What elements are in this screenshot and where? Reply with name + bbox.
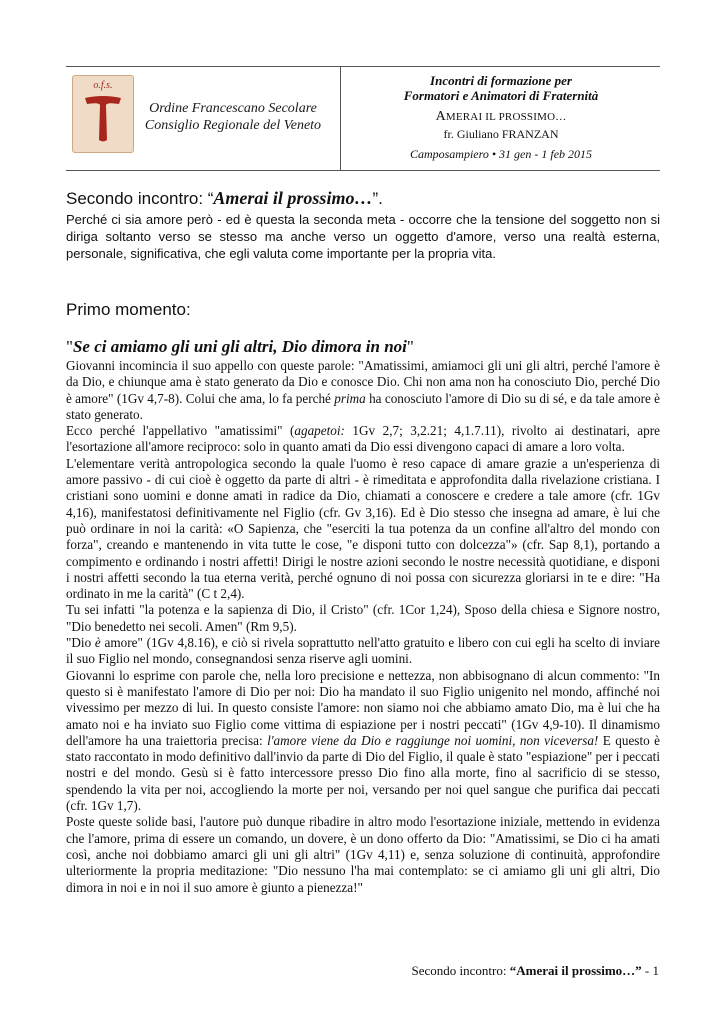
- text-run: "Dio: [66, 635, 95, 651]
- place-date: Camposampiero • 31 gen - 1 feb 2015: [409, 147, 593, 161]
- body-text: [66, 358, 660, 896]
- section-title-text: Amerai il prossimo…: [213, 188, 373, 208]
- tau-cross-icon: [83, 92, 123, 144]
- header-divider: [340, 67, 341, 170]
- speaker-name: fr. Giuliano FRANZAN: [443, 127, 559, 141]
- text-run: ha conosciuto l'amore di Dio su di sé, e da tale amore è stato generato.: [66, 390, 661, 422]
- text-run: 1Gv 2,7; 3,2.21; 4,1.7.11), rivolto ai destinatari, apre l'esortazione all'amore reciproco: solo in quanto amati da Dio essi divengono capaci di amare a loro volta.: [66, 423, 660, 455]
- text-run: Giovanni lo esprime con parole che, nella loro precisione e nettezza, non abbisognano di alcun commento: "In questo si è manifestato l'amore di Dio per noi: Dio ha mandato il suo Figlio unigenito nel mondo, affinché noi vivessimo per mezzo di lui. In questo consiste l'amore: non siamo noi che abbiamo amato Dio, ma è lui che ha amato noi e ha inviato suo Figlio come vittima di espiazione per i nostri peccati" (1Gv 4,9-10). Il dinamismo dell'amore ha una traiettoria precisa:: [66, 667, 660, 748]
- event-line-1: Incontri di formazione per: [430, 73, 572, 88]
- footer-title: “Amerai il prossimo…”: [509, 963, 642, 978]
- subtitle-text: Se ci amiamo gli uni gli altri, Dio dimora in noi: [72, 337, 407, 356]
- section-prefix: Secondo incontro: “: [66, 189, 214, 208]
- theme-rest: MERAI IL PROSSIMO…: [445, 111, 567, 123]
- event-theme: [342, 108, 660, 125]
- page-number: - 1: [641, 963, 659, 978]
- section-suffix: ”.: [372, 189, 383, 208]
- event-title: [342, 73, 660, 103]
- primo-momento-heading: Primo momento:: [66, 300, 191, 319]
- document-header: [66, 66, 660, 171]
- text-run: Ecco perché l'appellativo "amatissimi" (: [66, 423, 295, 439]
- event-info: [342, 67, 660, 170]
- page-footer: [412, 963, 659, 979]
- org-line-1: Ordine Francescano Secolare: [149, 101, 317, 116]
- ofs-logo: [72, 75, 134, 153]
- italic-run: è: [94, 635, 101, 651]
- subtitle-quote-open: ": [66, 337, 73, 356]
- paragraph: [66, 423, 660, 456]
- paragraph: Tu sei infatti "la potenza e la sapienza di Dio, il Cristo" (cfr. 1Cor 1,24), Sposo della chiesa e Signore nostro, "Dio benedetto nei secoli. Amen" (Rm 9,5).: [66, 602, 660, 634]
- paragraph: L'elementare verità antropologica secondo la quale l'uomo è reso capace di amare grazie a un'esperienza di amore passivo - di cui cioè è oggetto da parte di altri - è rimeditata e approfondita dalla rivelazione cristiana. I cristiani sono uomini e donne amati in radice da Dio, chiamati a conoscere e credere a tale amore (cfr. 1Gv 4,16), manifestatosi definitivamente nel Figlio (cfr. Gv 3,16). Ed è Dio stesso che insegna ad amare, è lui che può ordinare in noi la carità: «O Sapienza, che "eserciti la tua potenza da un confine all'altro del mondo con forza", creando e mantenendo in vita tutte le cose, "e disponi tutto con dolcezza"» (cfr. Sap 8,1), portando a compimento e ordinando i nostri affetti! Dirigi le nostre azioni secondo le nostre necessità quotidiane, e disponi i nostri affetti secondo la tua eterna verità, perché ognuno di noi possa con sicurezza gloriarsi in te e dire: "Ha ordinato in me la carità" (C t 2,4).: [66, 455, 660, 602]
- organization-name: [126, 100, 340, 134]
- italic-run: agapetoi:: [294, 423, 345, 439]
- theme-cap: A: [435, 109, 446, 124]
- footer-prefix: Secondo incontro:: [411, 963, 510, 978]
- paragraph: [66, 635, 660, 668]
- event-line-2: Formatori e Animatori di Fraternità: [403, 88, 599, 103]
- text-run: Giovanni incomincia il suo appello con queste parole: "Amatissimi, amiamoci gli uni gli altri, perché l'amore è da Dio, e chiunque ama è stato generato da Dio e conosce Dio. Chi non ama non ha conosciuto Dio, perché Dio è amore" (1Gv 4,7-8). Colui che ama, lo fa perché: [66, 358, 660, 406]
- section-title: [66, 188, 383, 209]
- logo-text: o.f.s.: [93, 80, 113, 91]
- subtitle-quote-close: ": [406, 337, 414, 356]
- subsection-title: [66, 337, 414, 357]
- text-run: E questo è stato raccontato in modo definitivo dall'invio da parte di Dio del Figlio, il quale è stato "espiazione" per i peccati nostri e del mondo. Gesù si è fatto intercessore presso Dio fino alla morte, fino al sacrificio di se stesso, spendendo la vita per noi, accogliendo la morte per noi, versando per noi quel sangue che purifica dai peccati (cfr. 1Gv 1,7).: [66, 732, 660, 814]
- paragraph: [66, 358, 660, 423]
- italic-run: l'amore viene da Dio e raggiunge noi uomini, non viceversa!: [267, 732, 599, 748]
- italic-run: prima: [334, 390, 366, 406]
- paragraph: Poste queste solide basi, l'autore può dunque ribadire in altro modo l'esortazione iniziale, mettendo in evidenza che l'amore, prima di essere un comando, un dovere, è un dono offerto da Dio: "Amatissimi, se Dio ci ha amati così, anche noi dobbiamo amarci gli uni gli altri" (1Gv 4,11) e, senza soluzione di continuità, approfondire ulteriormente la propria meditazione: "Dio nessuno l'ha mai contemplato: se ci amiamo gli uni gli altri, Dio dimora in noi e in noi il suo amore è giunto a pienezza!": [66, 814, 660, 895]
- text-run: amore" (1Gv 4,8.16), e ciò si rivela soprattutto nell'atto gratuito e libero con cui egli ha scelto di inviare il suo Figlio nel mondo, consegnandosi senza riserve agli uomini.: [66, 635, 660, 667]
- paragraph: [66, 668, 660, 815]
- section-intro: Perché ci sia amore però - ed è questa la seconda meta - occorre che la tensione del soggetto non si diriga soltanto verso se stesso ma anche verso un oggetto d'amore, verso una realtà esterna, personale, significativa, che egli valuta come importante per la propria vita.: [66, 212, 660, 261]
- org-line-2: Consiglio Regionale del Veneto: [144, 118, 322, 133]
